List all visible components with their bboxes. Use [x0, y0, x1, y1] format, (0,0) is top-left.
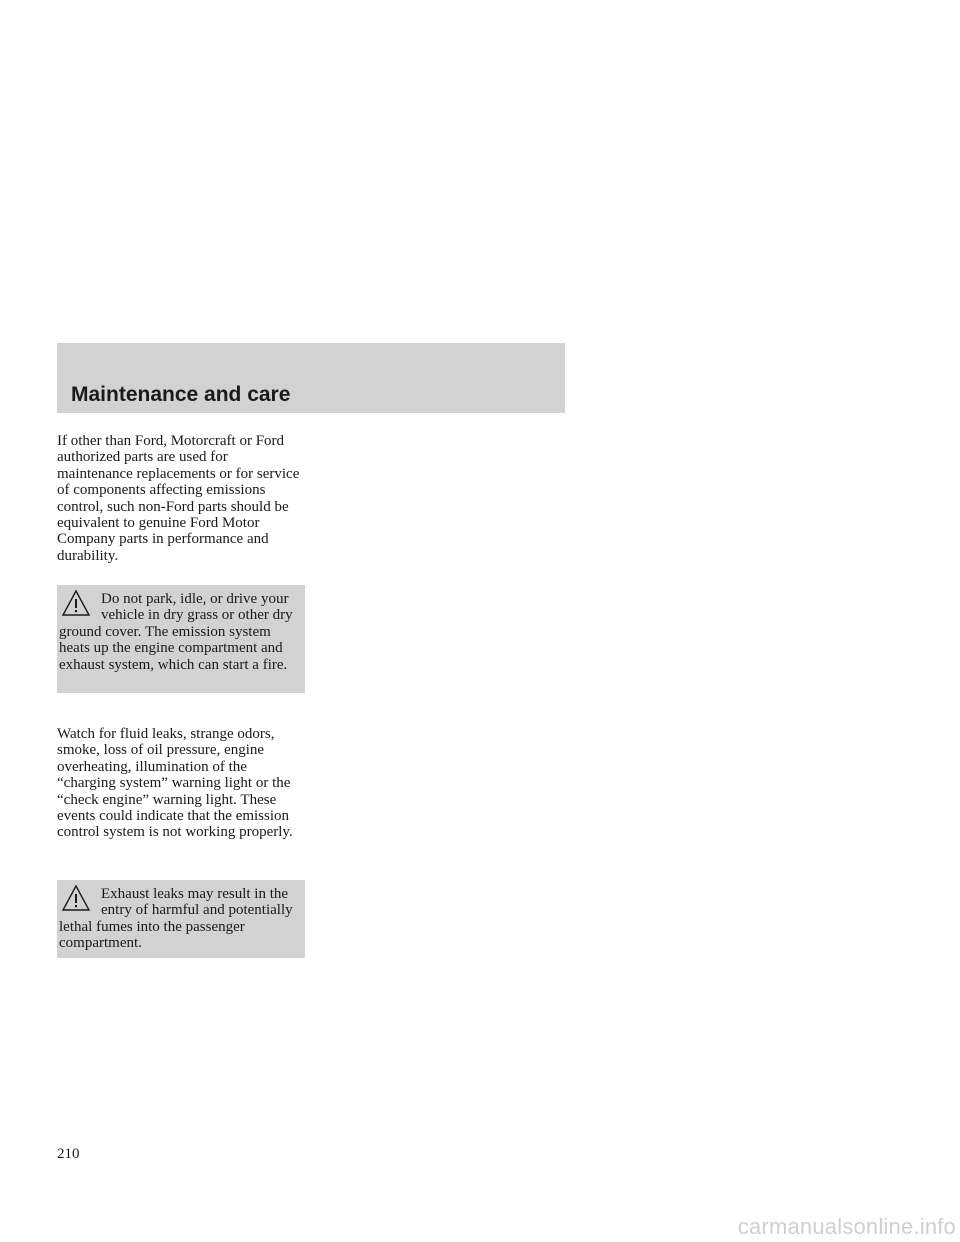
- watermark: carmanualsonline.info: [737, 1214, 956, 1239]
- page-number: 210: [57, 1146, 80, 1162]
- warning-text-exhaust: Exhaust leaks may result in the entry of harmful and potentially lethal fumes into the passenger compartment.: [59, 886, 293, 952]
- warning-box-exhaust: [57, 880, 305, 958]
- paragraph-watch-for-leaks: Watch for fluid leaks, strange odors, smoke, loss of oil pressure, engine overheating, illumination of the “charging system” warning light or the “check engine” warning light. These events could indicate that the emission control system is not working properly.: [57, 726, 293, 841]
- section-header-band: [57, 343, 565, 413]
- paragraph-parts-equivalence: If other than Ford, Motorcraft or Ford authorized parts are used for maintenance replacements or for service of components affecting emissions control, such non-Ford parts should be equivalent to genuine Ford Motor Company parts in performance and durability.: [57, 433, 300, 564]
- section-title: Maintenance and care: [71, 383, 291, 406]
- warning-box-fire: [57, 585, 305, 693]
- warning-text-fire: Do not park, idle, or drive your vehicle in dry grass or other dry ground cover. The emission system heats up the engine compartment and exhaust system, which can start a fire.: [59, 591, 293, 673]
